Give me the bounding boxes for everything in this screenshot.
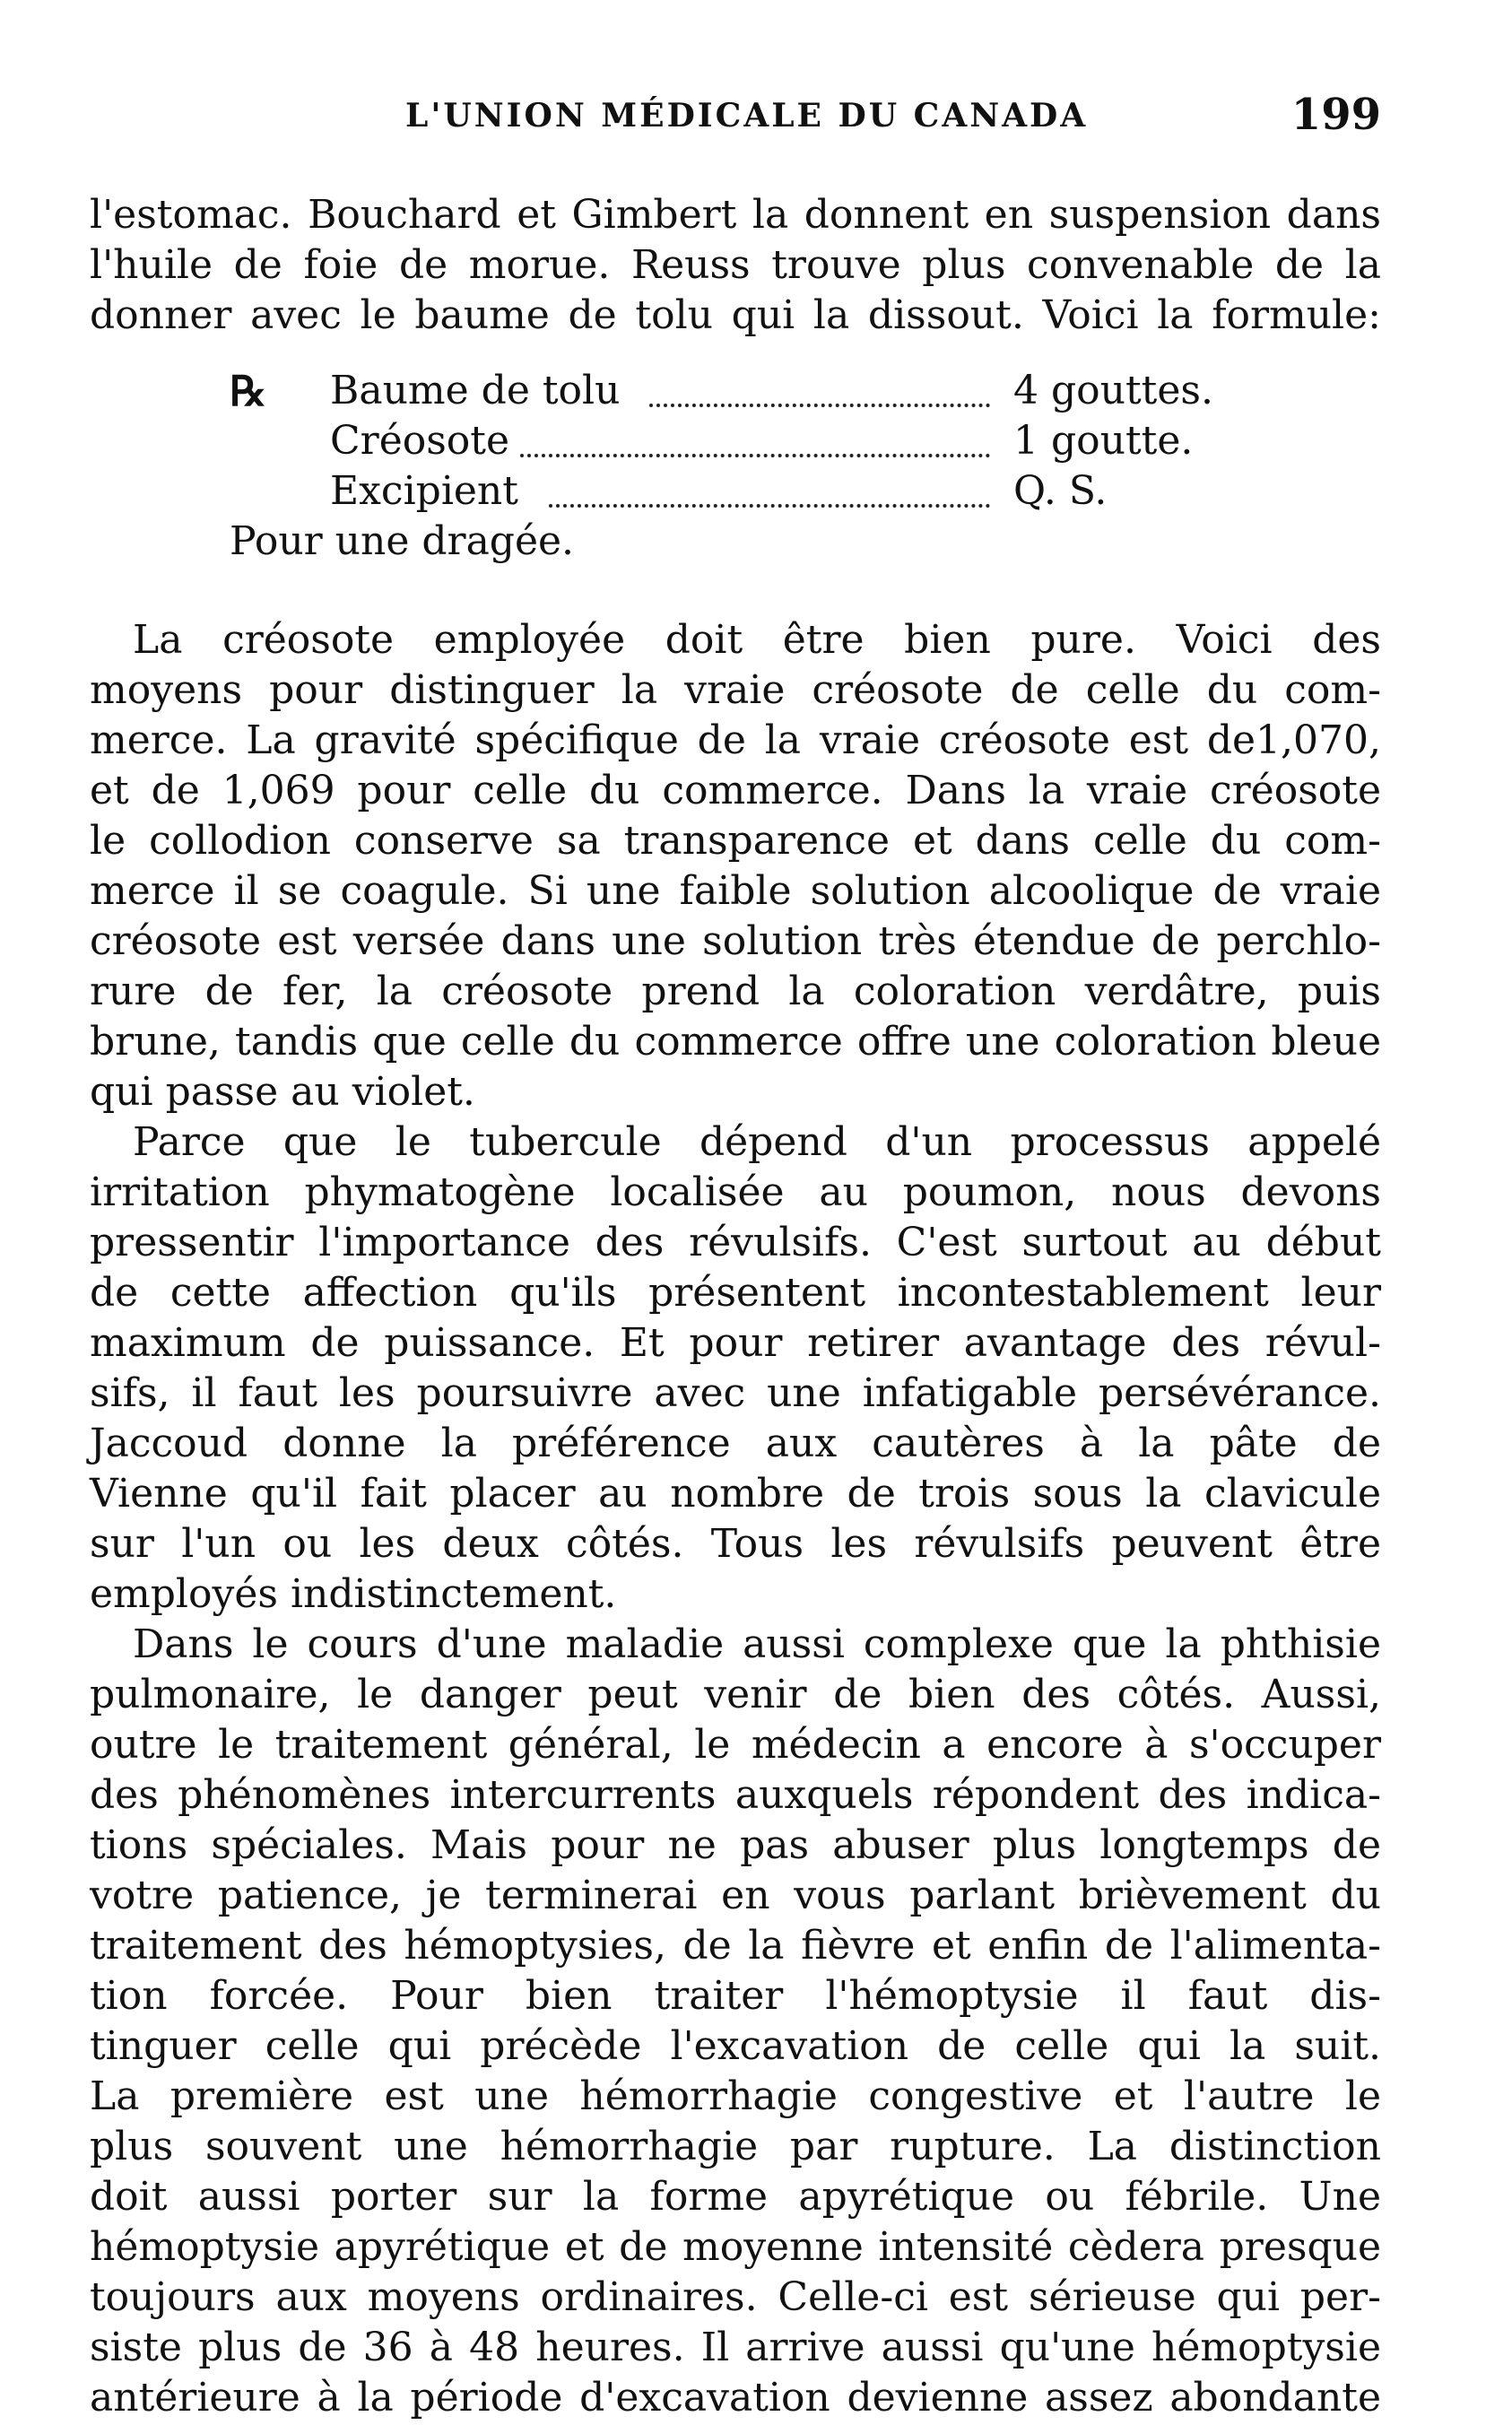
text-line: La créosote employée doit être bien pure. Voici des xyxy=(133,617,1381,663)
formula-footer: Pour une dragée. xyxy=(230,518,575,564)
page-number: 199 xyxy=(1290,90,1381,140)
formula-ingredient: Créosote xyxy=(330,418,510,464)
prescription-formula xyxy=(90,366,1381,581)
formula-ingredient: Excipient xyxy=(330,468,518,514)
running-title: L'UNION MÉDICALE DU CANADA xyxy=(405,97,1089,135)
page-header xyxy=(90,90,1381,151)
dotted-leader xyxy=(520,454,990,457)
text-line: traitement des hémoptysies, de la fièvre et enfin de l'alimenta- xyxy=(90,1923,1381,1969)
text-line: des phénomènes intercurrents auxquels répondent des indica- xyxy=(90,1772,1381,1818)
text-line: merce. La gravité spécifique de la vraie créosote est de1,070, xyxy=(90,717,1381,763)
text-line: l'estomac. Bouchard et Gimbert la donnent en suspension dans xyxy=(90,192,1381,238)
text-line: brune, tandis que celle du commerce offre une coloration bleue xyxy=(90,1019,1381,1065)
text-line: employés indistinctement. xyxy=(90,1571,617,1617)
text-line: votre patience, je terminerai en vous parlant brièvement du xyxy=(90,1873,1381,1918)
formula-amount: Q. S. xyxy=(1013,468,1108,514)
text-line: le collodion conserve sa transparence et dans celle du com- xyxy=(90,818,1381,864)
text-line: tinguer celle qui précède l'excavation de celle qui la suit. xyxy=(90,2023,1381,2069)
dotted-leader xyxy=(649,404,990,407)
text-line: moyens pour distinguer la vraie créosote de celle du com- xyxy=(90,667,1381,713)
text-line: sifs, il faut les poursuivre avec une infatigable persévérance. xyxy=(90,1370,1381,1416)
text-line: donner avec le baume de tolu qui la dissout. Voici la formule: xyxy=(90,292,1381,338)
text-line: antérieure à la période d'excavation devienne assez abondante xyxy=(90,2375,1381,2421)
text-line: irritation phymatogène localisée au poumon, nous devons xyxy=(90,1169,1381,1215)
text-line: tion forcée. Pour bien traiter l'hémoptysie il faut dis- xyxy=(90,1973,1381,2019)
formula-amount: 1 goutte. xyxy=(1013,418,1194,464)
text-line: doit aussi porter sur la forme apyrétique ou fébrile. Une xyxy=(90,2174,1381,2220)
text-line: créosote est versée dans une solution très étendue de perchlo- xyxy=(90,918,1381,964)
text-line: La première est une hémorrhagie congestive et l'autre le xyxy=(90,2073,1381,2119)
text-line: pulmonaire, le danger peut venir de bien des côtés. Aussi, xyxy=(90,1672,1381,1717)
text-line: outre le traitement général, le médecin a encore à s'occuper xyxy=(90,1722,1381,1768)
text-line: siste plus de 36 à 48 heures. Il arrive aussi qu'une hémoptysie xyxy=(90,2325,1381,2370)
dotted-leader xyxy=(549,504,990,508)
body-text xyxy=(90,190,1381,2423)
text-line: tions spéciales. Mais pour ne pas abuser plus longtemps de xyxy=(90,1822,1381,1868)
text-line: plus souvent une hémorrhagie par rupture. La distinction xyxy=(90,2124,1381,2169)
text-line: pressentir l'importance des révulsifs. C'est surtout au début xyxy=(90,1220,1381,1265)
recipe-symbol: ℞ xyxy=(230,367,267,415)
formula-ingredient: Baume de tolu xyxy=(330,368,621,413)
text-line: qui passe au violet. xyxy=(90,1069,475,1115)
paragraph-gap xyxy=(90,581,1381,615)
text-line: merce il se coagule. Si une faible solution alcoolique de vraie xyxy=(90,868,1381,914)
text-line: Jaccoud donne la préférence aux cautères à la pâte de xyxy=(90,1421,1381,1466)
text-line: Vienne qu'il fait placer au nombre de trois sous la clavicule xyxy=(90,1471,1381,1517)
text-line: toujours aux moyens ordinaires. Celle-ci est sérieuse qui per- xyxy=(90,2274,1381,2320)
text-line: rure de fer, la créosote prend la coloration verdâtre, puis xyxy=(90,969,1381,1014)
text-line: Dans le cours d'une maladie aussi complexe que la phthisie xyxy=(133,1621,1381,1667)
formula-amount: 4 gouttes. xyxy=(1013,368,1213,413)
text-line: maximum de puissance. Et pour retirer avantage des révul- xyxy=(90,1320,1381,1366)
text-line: de cette affection qu'ils présentent incontestablement leur xyxy=(90,1270,1381,1316)
text-line: sur l'un ou les deux côtés. Tous les révulsifs peuvent être xyxy=(90,1521,1381,1567)
text-line: hémoptysie apyrétique et de moyenne intensité cèdera presque xyxy=(90,2224,1381,2270)
text-line: Parce que le tubercule dépend d'un processus appelé xyxy=(133,1119,1381,1165)
text-line: l'huile de foie de morue. Reuss trouve plus convenable de la xyxy=(90,242,1381,288)
text-line: et de 1,069 pour celle du commerce. Dans la vraie créosote xyxy=(90,768,1381,813)
